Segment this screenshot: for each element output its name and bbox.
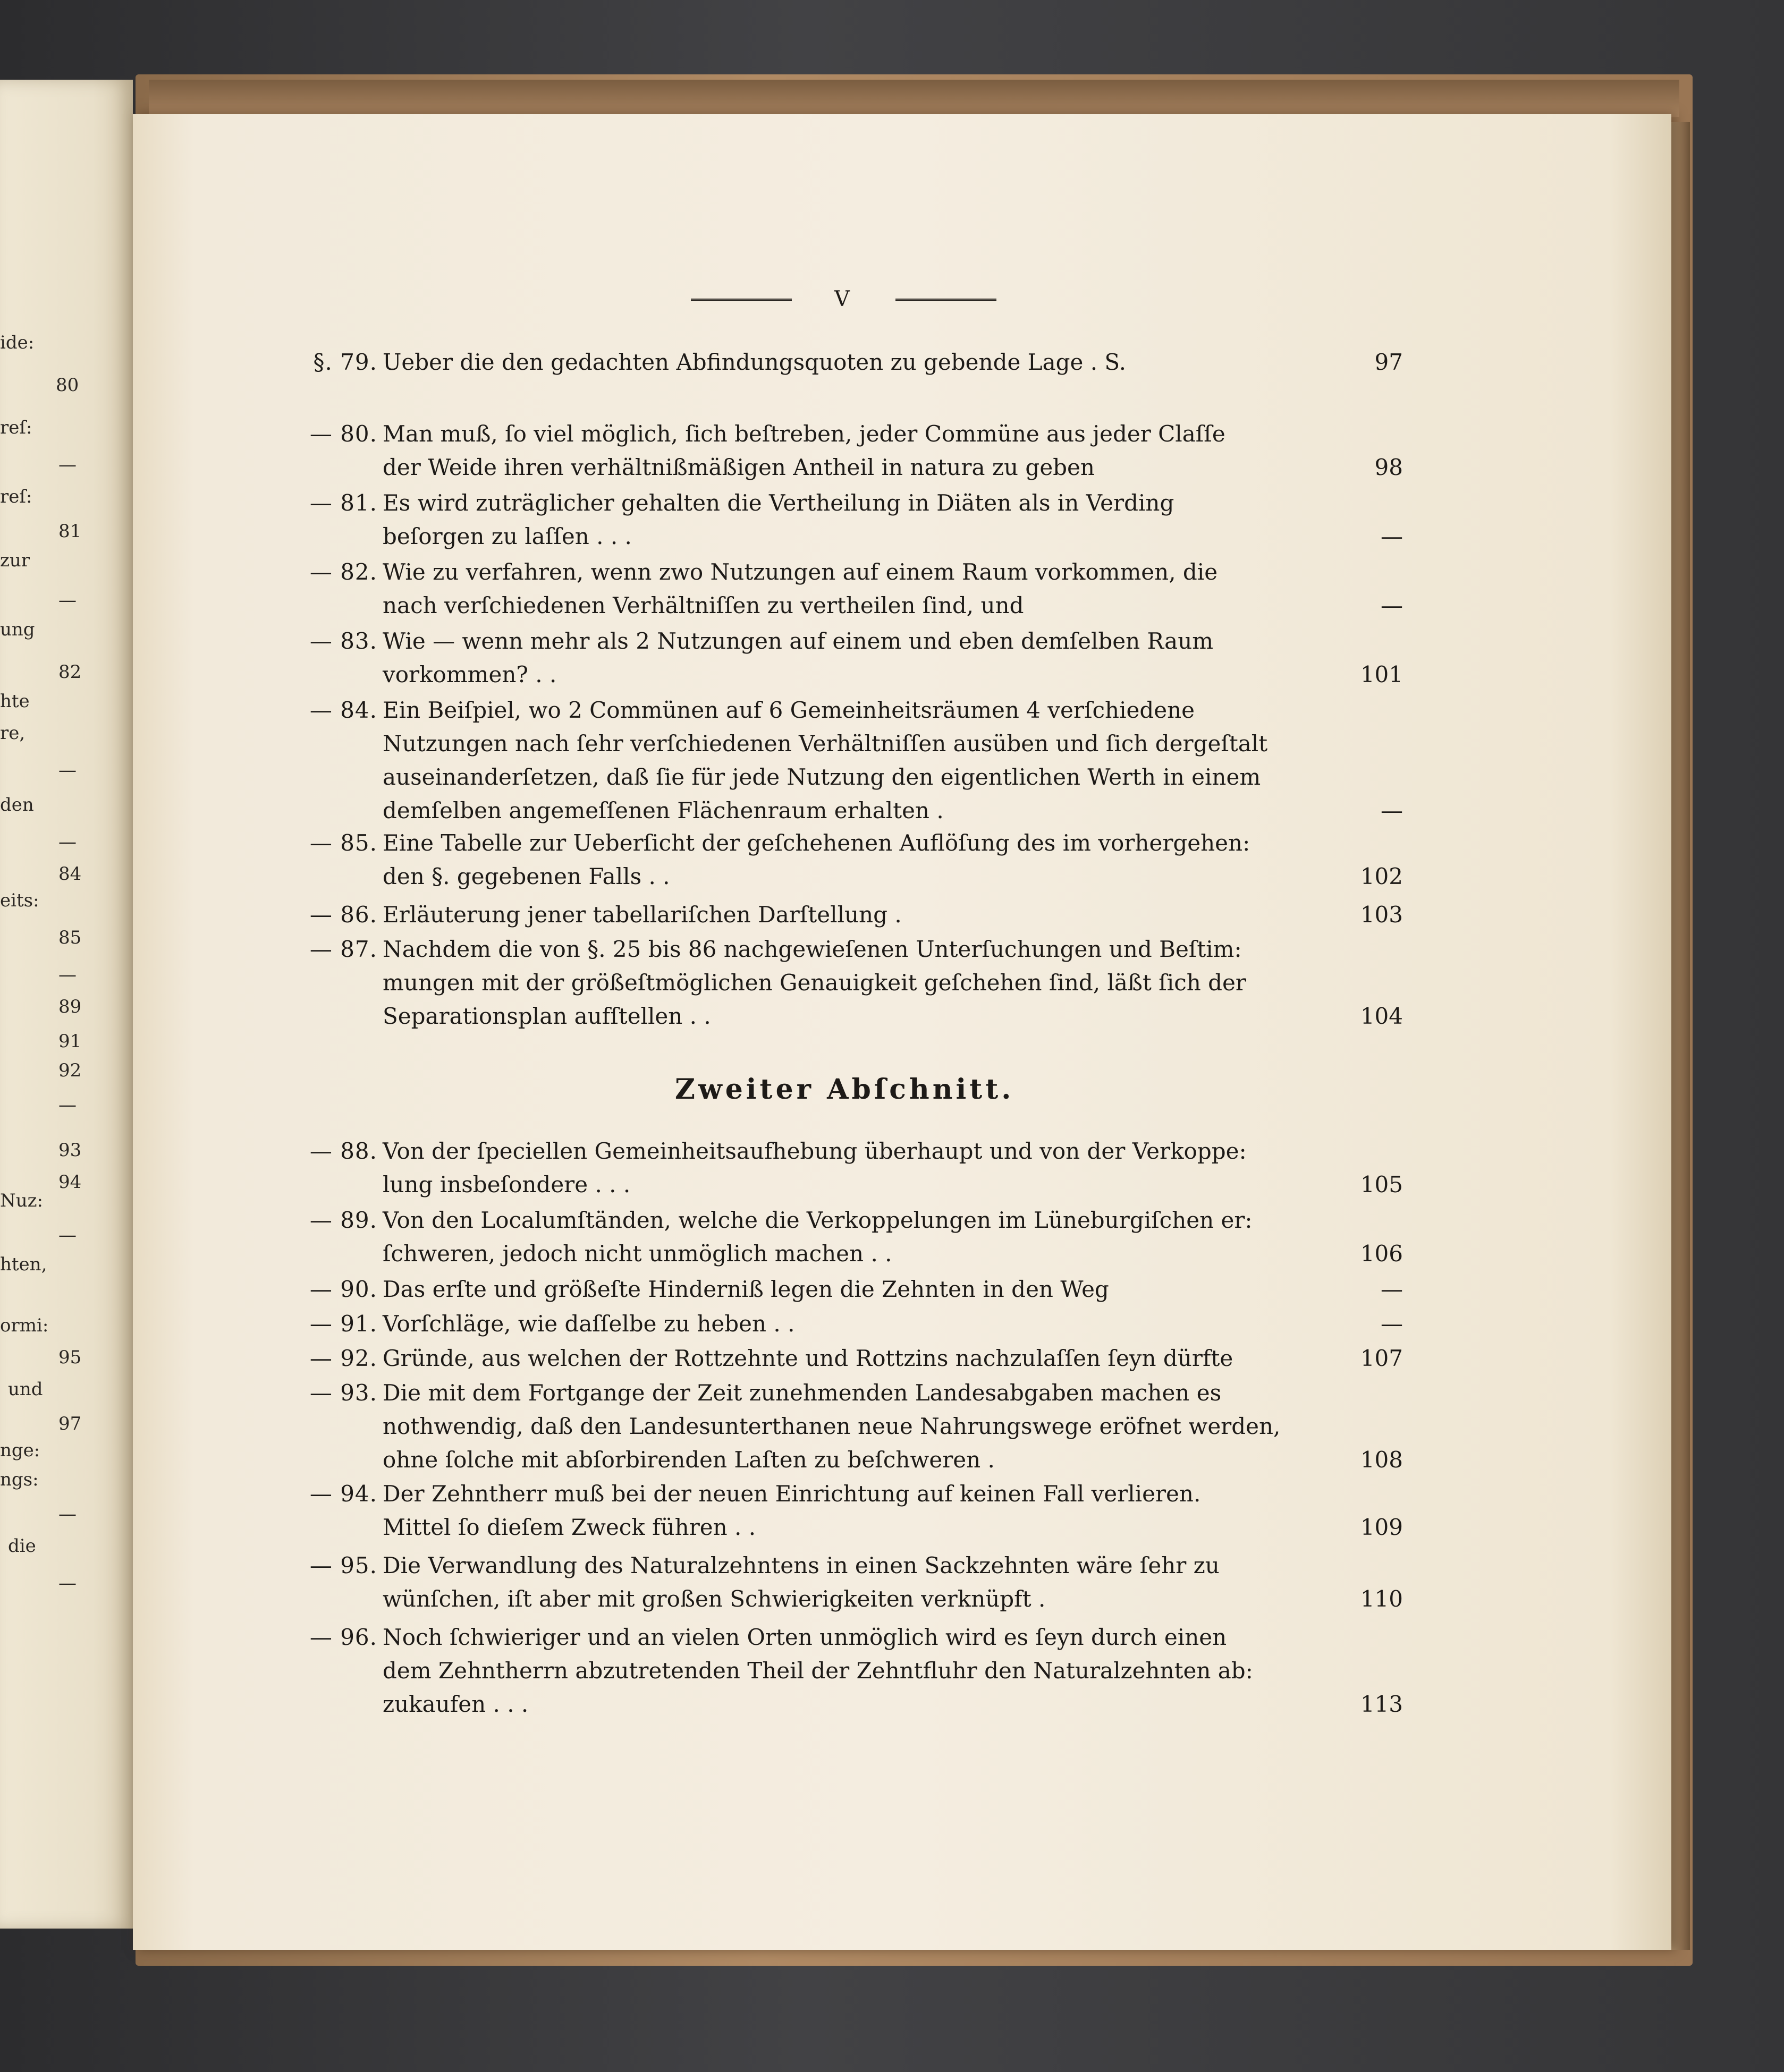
entry-text-line: ohne ſolche mit abſorbirenden Laſten zu beſchweren . (383, 1447, 995, 1473)
toc-entry (282, 932, 1403, 1033)
entry-text-line: Noch ſchwieriger und an vielen Orten unmöglich wird es ſeyn durch einen (383, 1624, 1227, 1650)
section-number: — 82. (309, 559, 377, 585)
page-number: 105 (1360, 1171, 1403, 1198)
left-page-fragment: 97 (58, 1413, 82, 1434)
header-rule-right (895, 299, 996, 301)
page-number: 110 (1360, 1586, 1403, 1612)
left-page-fragment: den (0, 794, 34, 816)
section-number: — 81. (309, 490, 377, 516)
left-page-fragment: — (58, 760, 77, 781)
left-page-fragment: — (58, 964, 77, 986)
section-number: — 87. (309, 936, 377, 962)
section-number: §. 79. (313, 349, 377, 375)
page-number: — (1381, 592, 1403, 618)
section-number: — 94. (309, 1481, 377, 1507)
entry-text-line: Von den Localumſtänden, welche die Verkoppelungen im Lüneburgiſchen er: (383, 1207, 1253, 1233)
page-number: 113 (1360, 1691, 1403, 1717)
entry-text-line: Vorſchläge, wie daſſelbe zu heben . . (383, 1311, 795, 1337)
page-number: — (1381, 1276, 1403, 1302)
left-page-fragment: 81 (58, 521, 82, 542)
page-number: — (1381, 797, 1403, 823)
entry-text-line: auseinanderſetzen, daß ſie für jede Nutzung den eigentlichen Werth in einem (383, 764, 1261, 790)
section-number: — 86. (309, 902, 377, 928)
left-page-fragment: zur (0, 550, 30, 571)
entry-text-line: Das erſte und größeſte Hinderniß legen die Zehnten in den Weg (383, 1276, 1109, 1302)
entry-text-line: Der Zehntherr muß bei der neuen Einrichtung auf keinen Fall verlieren. (383, 1481, 1201, 1507)
page-number: — (1381, 523, 1403, 549)
left-page-fragment: 95 (58, 1347, 82, 1368)
entry-text-line: Wie zu verfahren, wenn zwo Nutzungen auf einem Raum vorkommen, die (383, 559, 1218, 585)
page-number: 103 (1360, 902, 1403, 928)
entry-text-line: wünſchen, iſt aber mit großen Schwierigkeiten verknüpft . (383, 1586, 1046, 1612)
toc-entry (282, 826, 1403, 893)
section-title: Zweiter Abſchnitt. (675, 1073, 1014, 1106)
toc-entry (282, 1272, 1403, 1306)
left-page-fragment: 82 (58, 661, 82, 683)
section-number: — 91. (309, 1311, 377, 1337)
left-page-fragment: 91 (58, 1031, 82, 1052)
section-number: — 93. (309, 1380, 377, 1406)
left-page-fragment: nge: (0, 1440, 40, 1461)
toc-entry (282, 898, 1403, 931)
left-page-fragment: — (58, 454, 77, 475)
left-page-fragment: reſ: (0, 417, 32, 438)
entry-text-line: Eine Tabelle zur Ueberſicht der geſchehenen Auflöſung des im vorhergehen: (383, 830, 1250, 856)
left-page-fragment: Nuz: (0, 1190, 44, 1211)
entry-text-line: nach verſchiedenen Verhältniſſen zu vertheilen ſind, und (383, 592, 1024, 618)
section-number: — 84. (309, 697, 377, 723)
left-page-fragment: — (58, 1573, 77, 1594)
entry-text-line: Ueber die den gedachten Abfindungsquoten zu gebende Lage . S. (383, 349, 1127, 375)
entry-text-line: Die Verwandlung des Naturalzehntens in einen Sackzehnten wäre ſehr zu (383, 1552, 1220, 1578)
toc-entry (282, 1307, 1403, 1340)
left-page-fragment: 85 (58, 927, 82, 948)
entry-text-line: Erläuterung jener tabellariſchen Darſtellung . (383, 902, 902, 928)
page-number: 109 (1360, 1514, 1403, 1540)
left-page-fragment: — (58, 1504, 77, 1525)
entry-text-line: ſchweren, jedoch nicht unmöglich machen . . (383, 1241, 892, 1267)
left-page-fragment: ung (0, 619, 35, 640)
toc-entry (282, 486, 1403, 553)
entry-text-line: Separationsplan aufſtellen . . (383, 1003, 711, 1029)
left-page-fragment: — (58, 1225, 77, 1246)
toc-entry (282, 1203, 1403, 1270)
page-number: 98 (1374, 454, 1403, 480)
entry-text-line: mungen mit der größeſtmöglichen Genauigkeit geſchehen ſind, läßt ſich der (383, 970, 1246, 996)
entry-text-line: lung insbeſondere . . . (383, 1171, 631, 1198)
page-folio: V (834, 287, 850, 311)
left-page-fragment: die (8, 1535, 36, 1557)
toc-entry (282, 1620, 1403, 1721)
left-page-fragment: eits: (0, 890, 39, 911)
section-number: — 95. (309, 1552, 377, 1578)
page-number: 104 (1360, 1003, 1403, 1029)
toc-entry (282, 417, 1403, 484)
left-page-fragment: 84 (58, 863, 82, 885)
section-number: — 83. (309, 628, 377, 654)
left-page-fragment: 89 (58, 996, 82, 1017)
toc-entry (282, 1134, 1403, 1201)
left-page-fragment: ide: (0, 332, 35, 353)
entry-text-line: nothwendig, daß den Landesunterthanen neue Nahrungswege eröfnet werden, (383, 1413, 1281, 1439)
toc-entry (282, 555, 1403, 622)
left-page-fragment: reſ: (0, 486, 32, 507)
toc-entry (282, 693, 1403, 827)
toc-entry (282, 345, 1403, 379)
header-rule-left (691, 299, 792, 301)
entry-text-line: Man muß, ſo viel möglich, ſich beſtreben, jeder Commüne aus jeder Claſſe (383, 421, 1225, 447)
page-number: 102 (1360, 863, 1403, 889)
entry-text-line: den §. gegebenen Falls . . (383, 863, 670, 889)
entry-text-line: Gründe, aus welchen der Rottzehnte und Rottzins nachzulaſſen ſeyn dürfte (383, 1345, 1233, 1371)
left-page-fragment: hten, (0, 1254, 47, 1275)
toc-entry (282, 624, 1403, 691)
entry-text-line: zukaufen . . . (383, 1691, 529, 1717)
section-number: — 96. (309, 1624, 377, 1650)
entry-text-line: Ein Beiſpiel, wo 2 Commünen auf 6 Gemeinheitsräumen 4 verſchiedene (383, 697, 1195, 723)
left-page-fragment: 94 (58, 1171, 82, 1193)
section-number: — 90. (309, 1276, 377, 1302)
left-page-fragment: — (58, 831, 77, 853)
page-number: 107 (1360, 1345, 1403, 1371)
section-number: — 80. (309, 421, 377, 447)
section-number: — 88. (309, 1138, 377, 1164)
entry-text-line: demſelben angemeſſenen Flächenraum erhalten . (383, 797, 944, 823)
left-page-fragment: re, (0, 723, 26, 744)
section-number: — 89. (309, 1207, 377, 1233)
page-number: 106 (1360, 1241, 1403, 1267)
entry-text-line: beſorgen zu laſſen . . . (383, 523, 632, 549)
left-page-fragment: — (58, 590, 77, 611)
section-number: — 92. (309, 1345, 377, 1371)
page-header (691, 287, 1010, 313)
left-page-fragment: hte (0, 691, 30, 712)
toc-entry (282, 1477, 1403, 1544)
entry-text-line: Die mit dem Fortgange der Zeit zunehmenden Landesabgaben machen es (383, 1380, 1222, 1406)
page-number: 101 (1360, 661, 1403, 687)
entry-text-line: Nachdem die von §. 25 bis 86 nachgewieſenen Unterſuchungen und Beſtim: (383, 936, 1242, 962)
page-number: — (1381, 1311, 1403, 1337)
left-page-fragment: ormi: (0, 1315, 49, 1336)
entry-text-line: der Weide ihren verhältnißmäßigen Antheil in natura zu geben (383, 454, 1095, 480)
toc-entry (282, 1376, 1403, 1476)
left-page-fragment: ngs: (0, 1469, 39, 1490)
section-number: — 85. (309, 830, 377, 856)
page-number: 97 (1374, 349, 1403, 375)
left-page-fragment: 93 (58, 1140, 82, 1161)
page-number: 108 (1360, 1447, 1403, 1473)
toc-entry (282, 1341, 1403, 1375)
entry-text-line: Mittel ſo dieſem Zweck führen . . (383, 1514, 756, 1540)
left-page-fragment: — (58, 1094, 77, 1116)
left-page-fragment: 92 (58, 1060, 82, 1081)
entry-text-line: Von der ſpeciellen Gemeinheitsaufhebung überhaupt und von der Verkoppe: (383, 1138, 1247, 1164)
left-page-fragment: und (8, 1379, 43, 1400)
entry-text-line: dem Zehntherrn abzutretenden Theil der Zehntfluhr den Naturalzehnten ab: (383, 1658, 1253, 1684)
entry-text-line: Wie — wenn mehr als 2 Nutzungen auf einem und eben demſelben Raum (383, 628, 1214, 654)
toc-entry (282, 1549, 1403, 1616)
entry-text-line: vorkommen? . . (383, 661, 557, 687)
entry-text-line: Nutzungen nach ſehr verſchiedenen Verhältniſſen ausüben und ſich dergeſtalt (383, 731, 1268, 757)
left-page-fragment: 80 (56, 375, 79, 396)
entry-text-line: Es wird zuträglicher gehalten die Vertheilung in Diäten als in Verding (383, 490, 1174, 516)
